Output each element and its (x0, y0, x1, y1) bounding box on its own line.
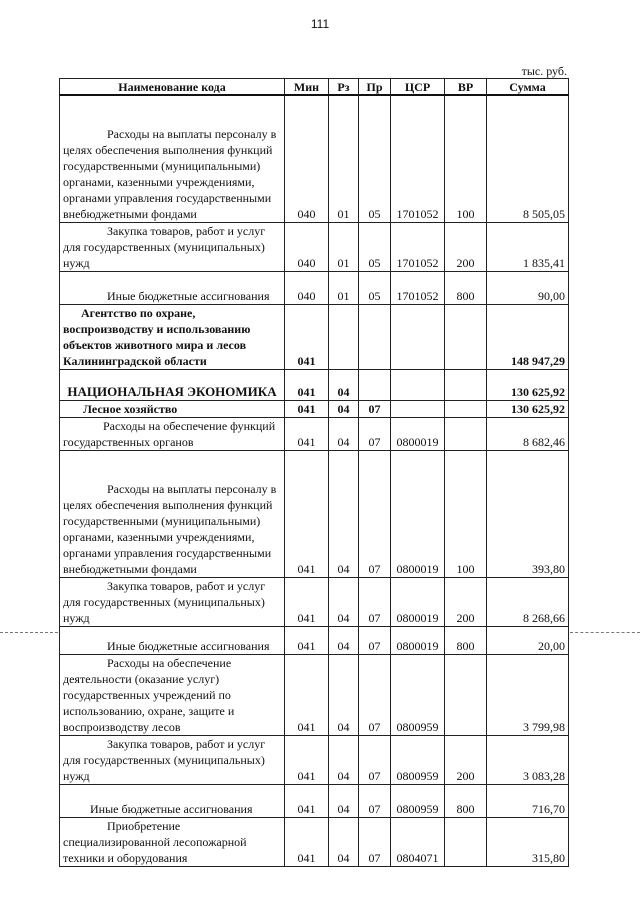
row-name: Закупка товаров, работ и услуг для государственных (муниципальных) нужд (63, 224, 266, 270)
sheet-divider-left (0, 632, 58, 633)
row-vr: 200 (445, 736, 487, 785)
row-pr (359, 305, 391, 370)
row-rz: 04 (329, 451, 359, 578)
row-min: 041 (285, 736, 329, 785)
row-rz: 04 (329, 627, 359, 655)
row-pr: 07 (359, 627, 391, 655)
row-name-cell (60, 736, 285, 785)
row-pr: 05 (359, 95, 391, 223)
table-row (60, 785, 569, 818)
header-name: Наименование кода (60, 79, 285, 95)
row-min: 041 (285, 370, 329, 401)
header-pr: Пр (359, 79, 391, 95)
row-vr: 100 (445, 451, 487, 578)
budget-table (59, 78, 569, 867)
row-rz: 01 (329, 223, 359, 272)
row-sum: 315,80 (487, 818, 569, 867)
row-pr: 05 (359, 223, 391, 272)
row-name-cell (60, 370, 285, 401)
row-min: 041 (285, 418, 329, 451)
row-sum: 3 083,28 (487, 736, 569, 785)
row-csr: 0804071 (391, 818, 445, 867)
table-row (60, 223, 569, 272)
header-min: Мин (285, 79, 329, 95)
row-pr: 07 (359, 578, 391, 627)
row-name-cell (60, 627, 285, 655)
row-rz: 04 (329, 578, 359, 627)
row-sum: 8 505,05 (487, 95, 569, 223)
row-min: 041 (285, 655, 329, 736)
row-pr: 07 (359, 451, 391, 578)
row-rz: 04 (329, 785, 359, 818)
row-csr (391, 401, 445, 418)
table-header-row (60, 79, 569, 95)
row-pr: 07 (359, 785, 391, 818)
row-min: 041 (285, 401, 329, 418)
header-sum: Сумма (487, 79, 569, 95)
row-rz: 01 (329, 95, 359, 223)
row-name-cell (60, 95, 285, 223)
row-name-cell (60, 223, 285, 272)
row-min: 041 (285, 305, 329, 370)
row-name: Закупка товаров, работ и услуг для государственных (муниципальных) нужд (63, 737, 266, 783)
table-row (60, 627, 569, 655)
row-name-cell (60, 451, 285, 578)
table-row (60, 578, 569, 627)
row-sum: 90,00 (487, 272, 569, 305)
row-csr: 1701052 (391, 95, 445, 223)
row-vr (445, 418, 487, 451)
row-sum: 716,70 (487, 785, 569, 818)
row-sum: 148 947,29 (487, 305, 569, 370)
row-sum: 8 268,66 (487, 578, 569, 627)
row-vr (445, 655, 487, 736)
row-csr (391, 305, 445, 370)
row-min: 041 (285, 451, 329, 578)
row-name: Приобретение специализированной лесопожарной техники и оборудования (63, 819, 247, 865)
row-rz: 01 (329, 272, 359, 305)
row-csr: 0800019 (391, 578, 445, 627)
row-min: 041 (285, 627, 329, 655)
unit-label: тыс. руб. (521, 64, 567, 78)
row-name-cell (60, 785, 285, 818)
row-min: 041 (285, 785, 329, 818)
row-csr: 0800019 (391, 418, 445, 451)
row-name: Иные бюджетные ассигнования (90, 802, 253, 816)
row-vr (445, 818, 487, 867)
header-csr: ЦСР (391, 79, 445, 95)
row-pr: 07 (359, 401, 391, 418)
table-row (60, 272, 569, 305)
row-vr: 800 (445, 627, 487, 655)
row-vr: 800 (445, 272, 487, 305)
row-name-cell (60, 272, 285, 305)
header-rz: Рз (329, 79, 359, 95)
row-name: Иные бюджетные ассигнования (107, 289, 270, 303)
row-rz: 04 (329, 401, 359, 418)
table-row (60, 818, 569, 867)
table-row (60, 655, 569, 736)
table-row (60, 95, 569, 223)
row-min: 040 (285, 223, 329, 272)
sheet-divider-right (570, 632, 640, 633)
row-rz (329, 305, 359, 370)
row-sum: 393,80 (487, 451, 569, 578)
row-vr (445, 401, 487, 418)
row-csr: 0800019 (391, 451, 445, 578)
row-pr: 07 (359, 818, 391, 867)
row-vr: 800 (445, 785, 487, 818)
row-sum: 1 835,41 (487, 223, 569, 272)
row-name: Агентство по охране, воспроизводству и использованию объектов животного мира и лесов Калининградской области (63, 306, 251, 368)
row-csr: 0800019 (391, 627, 445, 655)
row-min: 041 (285, 578, 329, 627)
row-name: Расходы на выплаты персоналу в целях обеспечения выполнения функций государственными (муниципальными) органами, казенными учреждениями, органами управления государственными внебюджетными фондами (63, 482, 277, 576)
table-row-subsection (60, 401, 569, 418)
row-sum: 130 625,92 (487, 401, 569, 418)
header-vr: ВР (445, 79, 487, 95)
row-pr: 07 (359, 418, 391, 451)
row-vr (445, 370, 487, 401)
row-rz: 04 (329, 818, 359, 867)
table-row (60, 451, 569, 578)
row-vr: 100 (445, 95, 487, 223)
row-pr: 05 (359, 272, 391, 305)
row-name-cell (60, 655, 285, 736)
row-csr: 0800959 (391, 785, 445, 818)
row-rz: 04 (329, 418, 359, 451)
row-name-cell (60, 401, 285, 418)
row-pr: 07 (359, 655, 391, 736)
row-sum: 3 799,98 (487, 655, 569, 736)
row-name: Лесное хозяйство (83, 402, 178, 416)
row-pr: 07 (359, 736, 391, 785)
row-vr (445, 305, 487, 370)
row-rz: 04 (329, 736, 359, 785)
row-min: 040 (285, 95, 329, 223)
row-name: НАЦИОНАЛЬНАЯ ЭКОНОМИКА (67, 384, 277, 399)
row-name-cell (60, 818, 285, 867)
row-csr (391, 370, 445, 401)
page-number: 111 (310, 17, 330, 31)
row-min: 040 (285, 272, 329, 305)
row-vr: 200 (445, 578, 487, 627)
row-name: Закупка товаров, работ и услуг для государственных (муниципальных) нужд (63, 579, 266, 625)
row-pr (359, 370, 391, 401)
row-csr: 0800959 (391, 736, 445, 785)
row-csr: 0800959 (391, 655, 445, 736)
row-rz: 04 (329, 655, 359, 736)
table-row (60, 736, 569, 785)
row-min: 041 (285, 818, 329, 867)
row-name: Иные бюджетные ассигнования (107, 639, 270, 653)
row-name: Расходы на выплаты персоналу в целях обеспечения выполнения функций государственными (муниципальными) органами, казенными учреждениями, органами управления государственными внебюджетными фондами (63, 127, 277, 221)
row-name: Расходы на обеспечение функций государственных органов (63, 419, 276, 449)
row-csr: 1701052 (391, 272, 445, 305)
row-sum: 8 682,46 (487, 418, 569, 451)
row-name: Расходы на обеспечение деятельности (оказание услуг) государственных учреждений по использованию, охране, защите и воспроизводству лесов (63, 656, 235, 734)
row-sum: 130 625,92 (487, 370, 569, 401)
row-csr: 1701052 (391, 223, 445, 272)
row-rz: 04 (329, 370, 359, 401)
row-name-cell (60, 305, 285, 370)
row-vr: 200 (445, 223, 487, 272)
row-sum: 20,00 (487, 627, 569, 655)
table-row (60, 418, 569, 451)
table-row-agency (60, 305, 569, 370)
row-name-cell (60, 578, 285, 627)
table-row-section (60, 370, 569, 401)
row-name-cell (60, 418, 285, 451)
